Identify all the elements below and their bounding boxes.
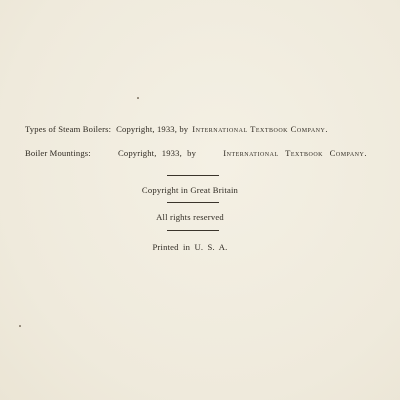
copyright-line-boiler-mountings [25,148,367,158]
paper-speck [137,97,139,99]
copyright-holder: International Textbook Company. [192,124,328,134]
all-rights-reserved: All rights reserved [156,212,224,222]
copyright-holder: International Textbook Company. [223,148,367,158]
copyright-line-types-of-steam-boilers [25,124,368,134]
copyright-notice: Copyright, 1933, by [116,124,189,134]
copyright-notice: Copyright, 1933, by [117,148,197,158]
divider-rule [167,202,219,203]
copyright-title: Boiler Mountings: [25,148,91,158]
paper-speck [19,325,21,327]
divider-rule [167,230,219,231]
printed-in-usa: Printed in U. S. A. [152,242,228,252]
copyright-great-britain: Copyright in Great Britain [141,185,239,195]
copyright-title: Types of Steam Boilers: [25,124,112,134]
divider-rule [167,175,219,176]
